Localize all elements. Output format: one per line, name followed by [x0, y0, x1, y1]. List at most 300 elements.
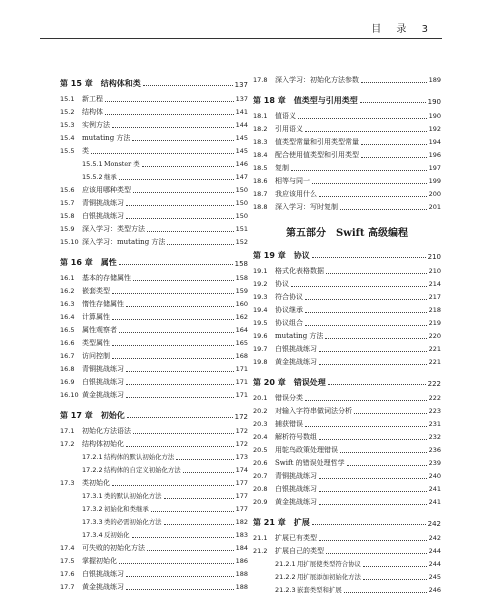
- page-number: 223: [428, 407, 441, 415]
- leader-dots: [112, 358, 234, 359]
- section-number: 20.5: [253, 446, 268, 454]
- chapter-number: 第 18 章: [253, 96, 286, 105]
- section-number: 20.2: [253, 407, 268, 415]
- section-title: 白银挑战练习: [82, 212, 124, 220]
- leader-dots: [305, 400, 427, 401]
- toc-section[interactable]: [60, 117, 248, 130]
- section-number: 19.2: [253, 280, 268, 288]
- section-number: 20.7: [253, 472, 268, 480]
- leader-dots: [312, 183, 427, 184]
- toc-section[interactable]: [60, 283, 248, 296]
- leader-dots: [127, 417, 233, 418]
- section-number: 15.6: [60, 186, 75, 194]
- toc-chapter-heading[interactable]: [60, 251, 248, 268]
- toc-section[interactable]: [253, 289, 441, 302]
- page-number: 173: [235, 453, 248, 461]
- leader-dots: [126, 589, 234, 590]
- toc-section[interactable]: [253, 134, 441, 147]
- section-number: 20.8: [253, 485, 268, 493]
- toc-section[interactable]: [253, 186, 441, 199]
- toc-chapter-heading[interactable]: [253, 371, 441, 388]
- toc-section[interactable]: [60, 361, 248, 374]
- section-number: 21.2: [253, 547, 268, 555]
- section-title: 青铜挑战练习: [275, 472, 317, 480]
- toc-section[interactable]: [253, 403, 441, 416]
- section-title: 用鸵鸟政策处理错误: [275, 446, 338, 454]
- section-number: 20.3: [253, 420, 268, 428]
- section-title: 新工程: [82, 95, 103, 103]
- page-number: 245: [428, 573, 441, 581]
- toc-section[interactable]: [60, 540, 248, 553]
- page-number: 194: [428, 138, 441, 146]
- section-title: 捕获错误: [275, 420, 303, 428]
- leader-dots: [126, 446, 234, 447]
- section-number: 15.7: [60, 199, 75, 207]
- section-number: 15.9: [60, 225, 75, 233]
- section-title: 继承: [104, 173, 117, 181]
- page-number: 171: [235, 378, 248, 386]
- leader-dots: [328, 384, 426, 385]
- section-number: 15.5: [60, 147, 75, 155]
- toc-section[interactable]: [60, 143, 248, 156]
- toc-section[interactable]: [253, 494, 441, 507]
- page-number: 162: [235, 313, 248, 321]
- section-number: 17.2.2: [82, 466, 103, 474]
- toc-section[interactable]: [60, 335, 248, 348]
- leader-dots: [119, 264, 233, 265]
- page-number: 201: [428, 203, 441, 211]
- toc-section[interactable]: [253, 341, 441, 354]
- section-number: 15.1: [60, 95, 75, 103]
- toc-section[interactable]: [253, 530, 441, 543]
- chapter-number: 第 16 章: [60, 258, 93, 267]
- leader-dots: [105, 114, 234, 115]
- section-number: 20.9: [253, 498, 268, 506]
- chapter-number: 第 17 章: [60, 411, 93, 420]
- section-number: 15.5.1: [82, 160, 103, 168]
- section-title: mutating 方法: [275, 332, 324, 340]
- toc-section[interactable]: [60, 130, 248, 143]
- page-number: 196: [428, 151, 441, 159]
- section-title: Monster 类: [104, 160, 140, 168]
- toc-section[interactable]: [60, 322, 248, 335]
- toc-subsection[interactable]: [253, 582, 441, 595]
- toc-section[interactable]: [60, 195, 248, 208]
- page-number: 192: [428, 125, 441, 133]
- toc-subsection[interactable]: [60, 527, 248, 540]
- leader-dots: [344, 592, 427, 593]
- toc-section[interactable]: [60, 579, 248, 592]
- page-number: 242: [427, 520, 441, 528]
- leader-dots: [132, 140, 233, 141]
- section-number: 15.10: [60, 238, 79, 246]
- section-number: 16.10: [60, 391, 79, 399]
- chapter-title: 属性: [100, 258, 117, 267]
- page-number: 236: [428, 446, 441, 454]
- leader-dots: [326, 553, 427, 554]
- toc-section[interactable]: [60, 221, 248, 234]
- section-title: 符合协议: [275, 293, 303, 301]
- page-number: 172: [235, 427, 248, 435]
- leader-dots: [312, 257, 426, 258]
- toc-section[interactable]: [253, 354, 441, 367]
- section-number: 20.4: [253, 433, 268, 441]
- toc-section[interactable]: [253, 147, 441, 160]
- toc-section[interactable]: [253, 121, 441, 134]
- toc-section[interactable]: [253, 199, 441, 212]
- page-number: 150: [235, 199, 248, 207]
- page-number: 171: [235, 365, 248, 373]
- section-title: 结构体初始化: [82, 440, 124, 448]
- section-title: 值类型常量和引用类型常量: [275, 138, 359, 146]
- page-number: 244: [428, 560, 441, 568]
- section-title: 用扩展添加初始化方法: [297, 573, 361, 581]
- section-title: 引用语义: [275, 125, 303, 133]
- page-number: 214: [428, 280, 441, 288]
- toc-section[interactable]: [60, 208, 248, 221]
- section-title: 错误分类: [275, 394, 303, 402]
- leader-dots: [112, 293, 234, 294]
- leader-dots: [143, 85, 233, 86]
- toc-subsection[interactable]: [60, 514, 248, 527]
- section-title: 类初始化: [82, 479, 110, 487]
- toc-section[interactable]: [253, 108, 441, 121]
- toc-section[interactable]: [253, 390, 441, 403]
- leader-dots: [126, 306, 234, 307]
- section-title: 基本的存储属性: [82, 274, 131, 282]
- chapter-title: 初始化: [100, 411, 125, 420]
- section-title: 扩展已有类型: [275, 534, 317, 542]
- toc-section[interactable]: [60, 348, 248, 361]
- page-number: 171: [235, 391, 248, 399]
- page-number: 222: [427, 380, 441, 388]
- toc-section[interactable]: [253, 543, 441, 556]
- chapter-title: 扩展: [293, 518, 310, 527]
- toc-section[interactable]: [60, 296, 248, 309]
- section-title: 白银挑战练习: [275, 485, 317, 493]
- section-title: 我应该用什么: [275, 190, 317, 198]
- section-title: 结构体: [82, 108, 103, 116]
- page-number: 239: [428, 459, 441, 467]
- section-title: 用扩展使类型符合协议: [297, 560, 361, 568]
- page-number: 164: [235, 326, 248, 334]
- page-number: 231: [428, 420, 441, 428]
- section-title: 相等与同一: [275, 177, 310, 185]
- chapter-number: 第 21 章: [253, 518, 286, 527]
- page-number: 186: [235, 557, 248, 565]
- leader-dots: [151, 511, 234, 512]
- leader-dots: [119, 179, 234, 180]
- section-title: 扩展自己的类型: [275, 547, 324, 555]
- leader-dots: [133, 280, 234, 281]
- leader-dots: [126, 384, 234, 385]
- section-title: 配合使用值类型和引用类型: [275, 151, 359, 159]
- leader-dots: [126, 218, 234, 219]
- section-number: 16.7: [60, 352, 75, 360]
- leader-dots: [326, 273, 427, 274]
- toc-section[interactable]: [253, 72, 441, 85]
- toc-section[interactable]: [60, 91, 248, 104]
- toc-section[interactable]: [60, 182, 248, 195]
- page-number: 144: [235, 121, 248, 129]
- section-title: 属性观察者: [82, 326, 117, 334]
- section-number: 19.4: [253, 306, 268, 314]
- page-number: 218: [428, 306, 441, 314]
- page-number: 190: [427, 98, 441, 106]
- toc-section[interactable]: [60, 309, 248, 322]
- page-number: 165: [235, 339, 248, 347]
- page-number: 221: [428, 358, 441, 366]
- leader-dots: [361, 82, 427, 83]
- leader-dots: [298, 118, 427, 119]
- toc-section[interactable]: [253, 468, 441, 481]
- leader-dots: [325, 338, 426, 339]
- section-title: 黄金挑战练习: [82, 391, 124, 399]
- section-title: 类: [82, 147, 89, 155]
- section-number: 20.6: [253, 459, 268, 467]
- page-number: 172: [234, 413, 248, 421]
- section-title: 初始化方法语法: [82, 427, 131, 435]
- page-number: 150: [235, 186, 248, 194]
- toc-section[interactable]: [60, 475, 248, 488]
- section-title: 值语义: [275, 112, 296, 120]
- section-number: 21.1: [253, 534, 268, 542]
- toc-left-column: [60, 72, 248, 592]
- header-title: 目 录: [371, 24, 413, 35]
- chapter-title: 错误处理: [293, 378, 326, 387]
- leader-dots: [126, 397, 234, 398]
- leader-dots: [305, 325, 427, 326]
- page-number: 241: [428, 485, 441, 493]
- toc-chapter-heading[interactable]: [253, 511, 441, 528]
- chapter-title: 协议: [293, 251, 310, 260]
- section-title: 协议: [275, 280, 289, 288]
- section-number: 16.9: [60, 378, 75, 386]
- toc-section[interactable]: [253, 302, 441, 315]
- header-page-number: 3: [421, 24, 434, 35]
- leader-dots: [354, 413, 427, 414]
- section-title: 类的默认初始化方法: [104, 492, 162, 500]
- leader-dots: [176, 459, 233, 460]
- toc-subsection[interactable]: [60, 169, 248, 182]
- section-number: 16.1: [60, 274, 75, 282]
- page-number: 188: [235, 570, 248, 578]
- section-title: 应该用哪种类型: [82, 186, 131, 194]
- section-number: 17.2.1: [82, 453, 103, 461]
- leader-dots: [361, 144, 427, 145]
- section-title: 解析符号数组: [275, 433, 317, 441]
- section-number: 19.6: [253, 332, 268, 340]
- section-title: 白银挑战练习: [82, 570, 124, 578]
- toc-section[interactable]: [253, 416, 441, 429]
- toc-subsection[interactable]: [60, 488, 248, 501]
- section-title: 深入学习：初始化方法参数: [275, 76, 359, 84]
- leader-dots: [305, 299, 427, 300]
- toc-section[interactable]: [60, 104, 248, 117]
- section-number: 16.6: [60, 339, 75, 347]
- toc-section[interactable]: [253, 315, 441, 328]
- section-title: 实例方法: [82, 121, 110, 129]
- leader-dots: [105, 101, 234, 102]
- page-number: 244: [428, 547, 441, 555]
- leader-dots: [147, 231, 234, 232]
- section-title: 可失败的初始化方法: [82, 544, 145, 552]
- section-title: 掌握初始化: [82, 557, 117, 565]
- section-title: 深入学习：写时复制: [275, 203, 338, 211]
- page-number: 146: [235, 160, 248, 168]
- toc-right-column: [253, 72, 441, 595]
- section-number: 17.7: [60, 583, 75, 591]
- toc-section[interactable]: [253, 481, 441, 494]
- leader-dots: [126, 205, 234, 206]
- section-title: 白银挑战练习: [82, 378, 124, 386]
- leader-dots: [183, 472, 234, 473]
- section-title: mutating 方法: [82, 134, 131, 142]
- toc-subsection[interactable]: [60, 501, 248, 514]
- page-number: 159: [235, 287, 248, 295]
- page-number: 188: [235, 583, 248, 591]
- toc-section[interactable]: [253, 173, 441, 186]
- toc-section[interactable]: [253, 455, 441, 468]
- toc-chapter-heading[interactable]: [60, 404, 248, 421]
- page-number: 177: [235, 505, 248, 513]
- leader-dots: [167, 244, 233, 245]
- section-number: 15.2: [60, 108, 75, 116]
- section-title: 协议组合: [275, 319, 303, 327]
- section-number: 15.8: [60, 212, 75, 220]
- section-title: 嵌套类型和扩展: [297, 586, 342, 594]
- chapter-number: 第 15 章: [60, 79, 93, 88]
- leader-dots: [112, 319, 234, 320]
- toc-section[interactable]: [60, 423, 248, 436]
- page-number: 145: [235, 147, 248, 155]
- section-number: 19.7: [253, 345, 268, 353]
- section-title: 格式化表格数据: [275, 267, 324, 275]
- page-number: 158: [234, 260, 248, 268]
- page-number: 242: [428, 534, 441, 542]
- toc-section[interactable]: [253, 442, 441, 455]
- leader-dots: [91, 153, 234, 154]
- leader-dots: [126, 371, 234, 372]
- toc-subsection[interactable]: [60, 449, 248, 462]
- leader-dots: [319, 351, 427, 352]
- toc-section[interactable]: [253, 276, 441, 289]
- leader-dots: [291, 170, 427, 171]
- leader-dots: [112, 485, 234, 486]
- section-title: 黄金挑战练习: [82, 583, 124, 591]
- toc-section[interactable]: [60, 374, 248, 387]
- toc-section[interactable]: [253, 160, 441, 173]
- toc-subsection[interactable]: [60, 156, 248, 169]
- page-number: 151: [235, 225, 248, 233]
- toc-section[interactable]: [253, 328, 441, 341]
- page-number: 158: [235, 274, 248, 282]
- toc-section[interactable]: [60, 436, 248, 449]
- toc-subsection[interactable]: [60, 462, 248, 475]
- toc-section[interactable]: [60, 553, 248, 566]
- leader-dots: [164, 524, 234, 525]
- page-number: 197: [428, 164, 441, 172]
- section-number: 19.1: [253, 267, 268, 275]
- section-title: 惰性存储属性: [82, 300, 124, 308]
- section-title: Swift 的错误处理哲学: [275, 459, 345, 467]
- page-number: 221: [428, 345, 441, 353]
- section-title: 类型属性: [82, 339, 110, 347]
- page-number: 177: [235, 479, 248, 487]
- section-title: 反初始化: [104, 531, 130, 539]
- page-number: 241: [428, 498, 441, 506]
- page-number: 219: [428, 319, 441, 327]
- toc-section[interactable]: [60, 234, 248, 247]
- leader-dots: [319, 196, 427, 197]
- leader-dots: [340, 209, 427, 210]
- section-number: 18.4: [253, 151, 268, 159]
- section-number: 21.2.2: [275, 573, 296, 581]
- leader-dots: [142, 166, 234, 167]
- section-number: 18.8: [253, 203, 268, 211]
- toc-section[interactable]: [60, 566, 248, 579]
- toc-chapter-heading[interactable]: [253, 89, 441, 106]
- section-title: 嵌套类型: [82, 287, 110, 295]
- page-number: 172: [235, 440, 248, 448]
- section-title: 对输入字符串做词法分析: [275, 407, 352, 415]
- leader-dots: [361, 157, 427, 158]
- leader-dots: [305, 131, 427, 132]
- section-number: 17.4: [60, 544, 75, 552]
- toc-section[interactable]: [60, 270, 248, 283]
- toc-section[interactable]: [253, 429, 441, 442]
- page-number: 184: [235, 544, 248, 552]
- toc-section[interactable]: [253, 263, 441, 276]
- section-number: 15.5.2: [82, 173, 103, 181]
- section-number: 19.8: [253, 358, 268, 366]
- page-number: 168: [235, 352, 248, 360]
- leader-dots: [126, 576, 234, 577]
- section-title: 青铜挑战练习: [82, 199, 124, 207]
- chapter-number: 第 19 章: [253, 251, 286, 260]
- leader-dots: [319, 364, 427, 365]
- page-number: 137: [234, 81, 248, 89]
- toc-chapter-heading[interactable]: [253, 244, 441, 261]
- section-number: 17.5: [60, 557, 75, 565]
- leader-dots: [347, 465, 427, 466]
- toc-section[interactable]: [60, 387, 248, 400]
- section-number: 18.7: [253, 190, 268, 198]
- leader-dots: [305, 426, 427, 427]
- leader-dots: [363, 579, 427, 580]
- page-number: 141: [235, 108, 248, 116]
- page-number: 190: [428, 112, 441, 120]
- section-number: 16.2: [60, 287, 75, 295]
- page-number: 174: [235, 466, 248, 474]
- toc-subsection[interactable]: [253, 569, 441, 582]
- section-number: 17.8: [253, 76, 268, 84]
- toc-chapter-heading[interactable]: [60, 72, 248, 89]
- page-number: 210: [428, 267, 441, 275]
- section-number: 16.4: [60, 313, 75, 321]
- leader-dots: [319, 478, 427, 479]
- section-title: 结构体的自定义初始化方法: [104, 466, 181, 474]
- leader-dots: [363, 566, 427, 567]
- toc-subsection[interactable]: [253, 556, 441, 569]
- section-title: 黄金挑战练习: [275, 358, 317, 366]
- leader-dots: [291, 286, 427, 287]
- leader-dots: [147, 550, 234, 551]
- section-number: 17.3.2: [82, 505, 103, 513]
- toc-part-heading: 第五部分 Swift 高级编程: [285, 228, 409, 239]
- section-title: 青铜挑战练习: [82, 365, 124, 373]
- section-number: 15.4: [60, 134, 75, 142]
